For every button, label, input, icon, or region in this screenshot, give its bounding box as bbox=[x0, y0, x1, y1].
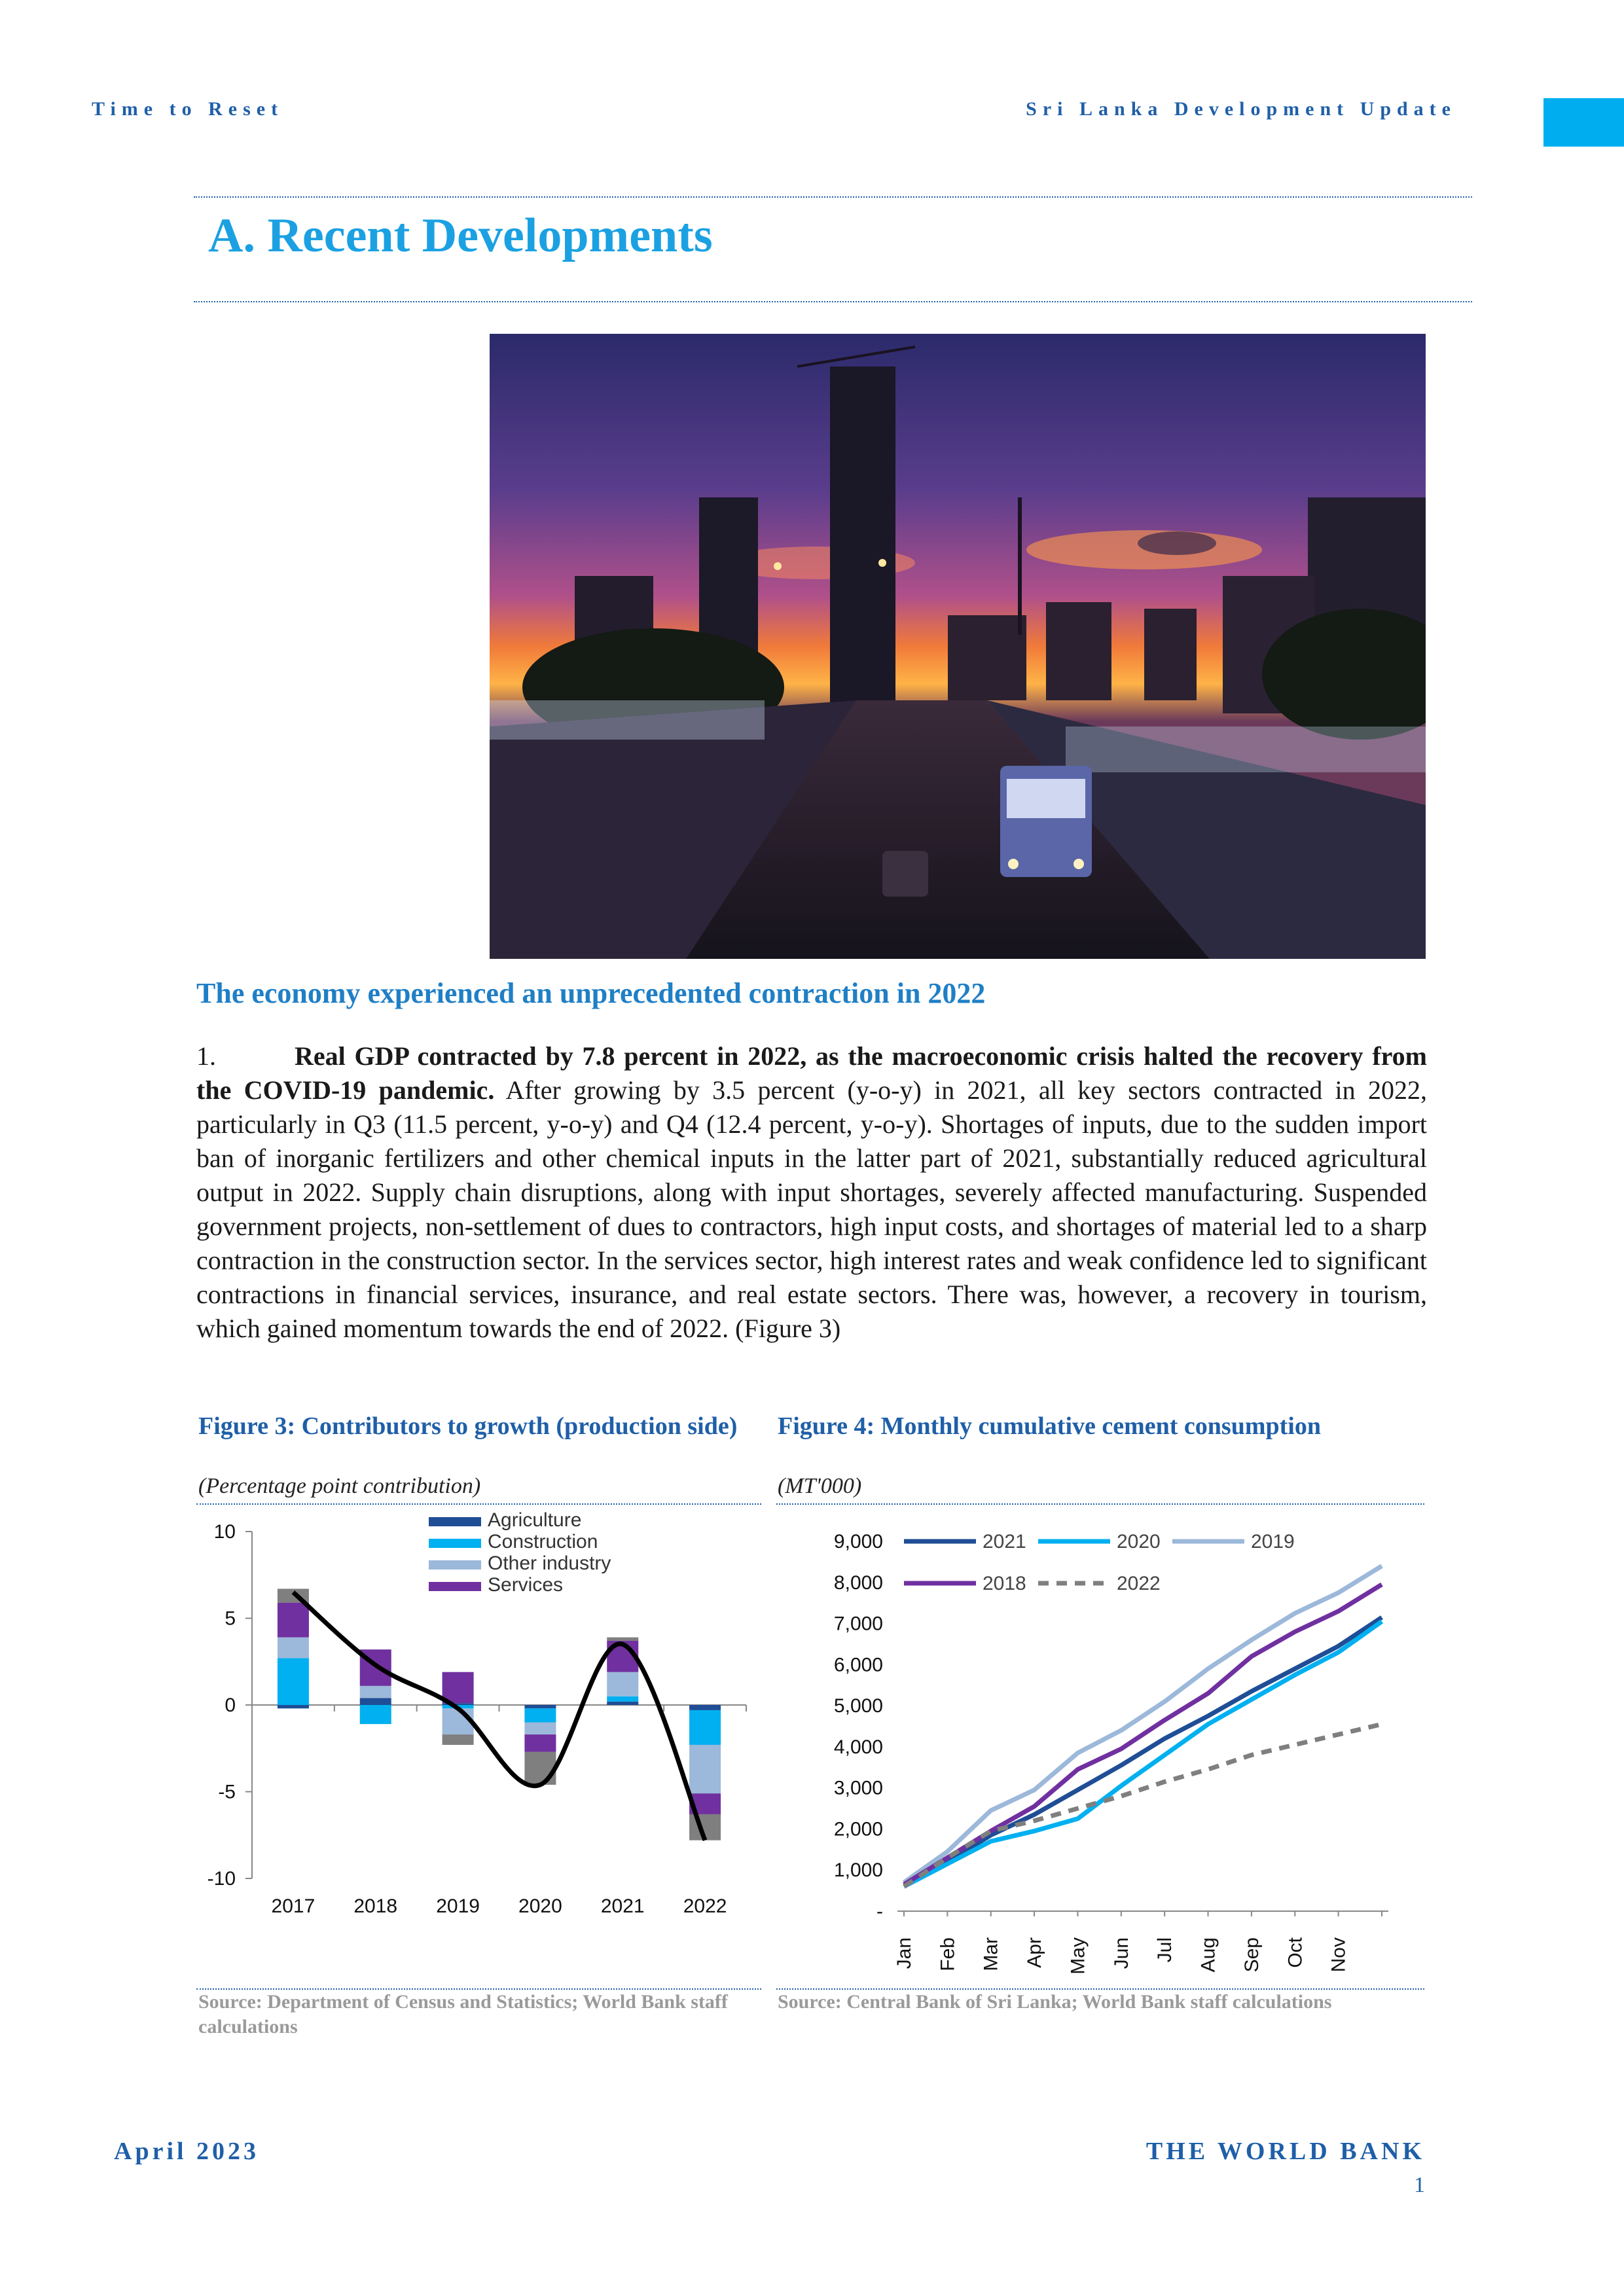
y-tick-label: -10 bbox=[207, 1868, 236, 1890]
legend-label: Services bbox=[488, 1574, 564, 1596]
x-tick-label: Jun bbox=[1110, 1937, 1132, 1969]
legend-label: 2022 bbox=[1117, 1573, 1161, 1594]
x-tick-label: Aug bbox=[1197, 1937, 1219, 1973]
x-tick-label: 2019 bbox=[436, 1895, 480, 1917]
figure4-source: Source: Central Bank of Sri Lanka; World Bank staff calculations bbox=[778, 1991, 1332, 2013]
legend-label: 2018 bbox=[983, 1573, 1026, 1594]
bar-agriculture-2018 bbox=[360, 1698, 391, 1705]
figure4-title: Figure 4: Monthly cumulative cement consumption bbox=[778, 1412, 1321, 1440]
corner-tab bbox=[1543, 98, 1624, 147]
y-tick-label: 5 bbox=[225, 1607, 236, 1630]
x-tick-label: Sep bbox=[1240, 1937, 1263, 1973]
bar-services-2017 bbox=[278, 1603, 309, 1638]
x-tick-label: May bbox=[1067, 1937, 1089, 1975]
x-tick-label: Feb bbox=[937, 1937, 959, 1971]
footer-publisher: THE WORLD BANK bbox=[1146, 2138, 1425, 2165]
y-tick-label: 7,000 bbox=[833, 1613, 883, 1635]
y-tick-label: 0 bbox=[225, 1695, 236, 1716]
y-tick-label: 1,000 bbox=[833, 1859, 883, 1882]
y-tick-label: 4,000 bbox=[833, 1736, 883, 1758]
x-tick-label: Apr bbox=[1024, 1937, 1046, 1968]
title-divider bbox=[194, 301, 1472, 302]
bar-other-industry-2018 bbox=[360, 1686, 391, 1698]
bar-other-industry-2017 bbox=[278, 1638, 309, 1659]
figure4-divider bbox=[776, 1503, 1424, 1505]
legend-swatch-other-industry bbox=[429, 1560, 481, 1570]
bar-construction-2021 bbox=[607, 1696, 638, 1702]
y-tick-label: 9,000 bbox=[833, 1531, 883, 1552]
figure4-chart bbox=[776, 1505, 1424, 1990]
footer-date: April 2023 bbox=[114, 2138, 260, 2165]
legend-swatch-construction bbox=[429, 1539, 481, 1548]
line-2018 bbox=[904, 1585, 1382, 1884]
legend-label: Agriculture bbox=[488, 1509, 582, 1531]
paragraph-body: After growing by 3.5 percent (y-o-y) in 2021, all key sectors contracted in 2022, particularly in Q3 (11.5 percent, y-o-y) and Q4 (12.4 percent, y-o-y). Shortages of inputs, due to the sudden import ban of inorganic fertilizers and other chemical inputs in the latter part of 2021, substantially reduced agricultural output in 2022. Supply chain disruptions, along with input shortages, severely affected manufacturing. Suspended government projects, non-settlement of dues to contractors, high input costs, and shortages of material led to a sharp contraction in the construction sector. In the services sector, high interest rates and weak confidence led to significant contractions in financial services, insurance, and real estate sectors. There was, however, a recovery in tourism, which gained momentum towards the end of 2022. (Figure 3) bbox=[196, 1075, 1427, 1343]
figure3-source: Source: Department of Census and Statistics; World Bank staff calculations bbox=[198, 1991, 728, 2037]
bar-other-2020 bbox=[524, 1752, 556, 1785]
bar-other-2021 bbox=[607, 1638, 638, 1641]
line-2022 bbox=[904, 1724, 1382, 1886]
x-tick-label: 2022 bbox=[683, 1895, 727, 1917]
bar-construction-2018 bbox=[360, 1705, 391, 1724]
legend-swatch-agriculture bbox=[429, 1517, 481, 1526]
x-tick-label: Jan bbox=[893, 1937, 915, 1969]
bar-other-2019 bbox=[442, 1734, 474, 1745]
header-report-title: Time to Reset bbox=[92, 98, 284, 120]
legend-label: Construction bbox=[488, 1531, 598, 1552]
figure4-subtitle: (MT'000) bbox=[778, 1474, 862, 1498]
bar-agriculture-2022 bbox=[689, 1705, 721, 1710]
legend-label: 2021 bbox=[983, 1531, 1026, 1552]
y-tick-label: - bbox=[876, 1901, 883, 1922]
paragraph-lead: Real GDP contracted by 7.8 percent in 2022, as the macroeconomic crisis halted the recovery from the COVID-19 pandemic. bbox=[196, 1041, 1427, 1105]
x-tick-label: 2017 bbox=[271, 1895, 316, 1917]
bar-agriculture-2020 bbox=[524, 1705, 556, 1708]
x-tick-label: Oct bbox=[1284, 1937, 1307, 1968]
y-tick-label: 10 bbox=[213, 1521, 236, 1543]
y-tick-label: 3,000 bbox=[833, 1777, 883, 1799]
growth-line bbox=[293, 1592, 705, 1840]
figure3-chart bbox=[196, 1505, 759, 1924]
section-title: A. Recent Developments bbox=[208, 209, 713, 262]
paragraph-number: 1. bbox=[196, 1041, 216, 1071]
bar-other-industry-2021 bbox=[607, 1672, 638, 1696]
bar-construction-2017 bbox=[278, 1658, 309, 1705]
bar-construction-2022 bbox=[689, 1710, 721, 1745]
legend-swatch-services bbox=[429, 1582, 481, 1591]
bar-agriculture-2021 bbox=[607, 1702, 638, 1705]
bar-services-2019 bbox=[442, 1672, 474, 1704]
x-tick-label: Jul bbox=[1154, 1937, 1176, 1963]
y-tick-label: 8,000 bbox=[833, 1571, 883, 1594]
figure3-divider bbox=[196, 1503, 761, 1505]
y-tick-label: 5,000 bbox=[833, 1695, 883, 1717]
y-tick-label: 6,000 bbox=[833, 1654, 883, 1676]
legend-label: 2019 bbox=[1251, 1531, 1295, 1552]
bar-other-industry-2022 bbox=[689, 1745, 721, 1793]
line-2021 bbox=[904, 1617, 1382, 1886]
section-subheading: The economy experienced an unprecedented contraction in 2022 bbox=[196, 977, 986, 1009]
figure3-subtitle: (Percentage point contribution) bbox=[198, 1474, 481, 1498]
page-number: 1 bbox=[1414, 2173, 1425, 2197]
city-dusk-photo bbox=[490, 334, 1426, 959]
x-tick-label: 2021 bbox=[600, 1895, 645, 1917]
x-tick-label: Mar bbox=[980, 1937, 1002, 1971]
x-tick-label: 2018 bbox=[353, 1895, 398, 1917]
x-tick-label: 2020 bbox=[518, 1895, 562, 1917]
bar-other-industry-2020 bbox=[524, 1723, 556, 1735]
y-tick-label: -5 bbox=[218, 1781, 236, 1803]
x-tick-label: Nov bbox=[1327, 1937, 1350, 1973]
bar-services-2020 bbox=[524, 1734, 556, 1752]
bar-agriculture-2017 bbox=[278, 1705, 309, 1708]
legend-label: Other industry bbox=[488, 1552, 611, 1574]
figure3-title: Figure 3: Contributors to growth (production side) bbox=[198, 1412, 738, 1440]
y-tick-label: 2,000 bbox=[833, 1818, 883, 1840]
top-divider bbox=[194, 196, 1472, 198]
legend-label: 2020 bbox=[1117, 1531, 1161, 1552]
bar-construction-2020 bbox=[524, 1708, 556, 1722]
header-series-title: Sri Lanka Development Update bbox=[1026, 98, 1456, 120]
paragraph-1 bbox=[196, 1039, 1427, 1346]
line-2019 bbox=[904, 1566, 1382, 1882]
